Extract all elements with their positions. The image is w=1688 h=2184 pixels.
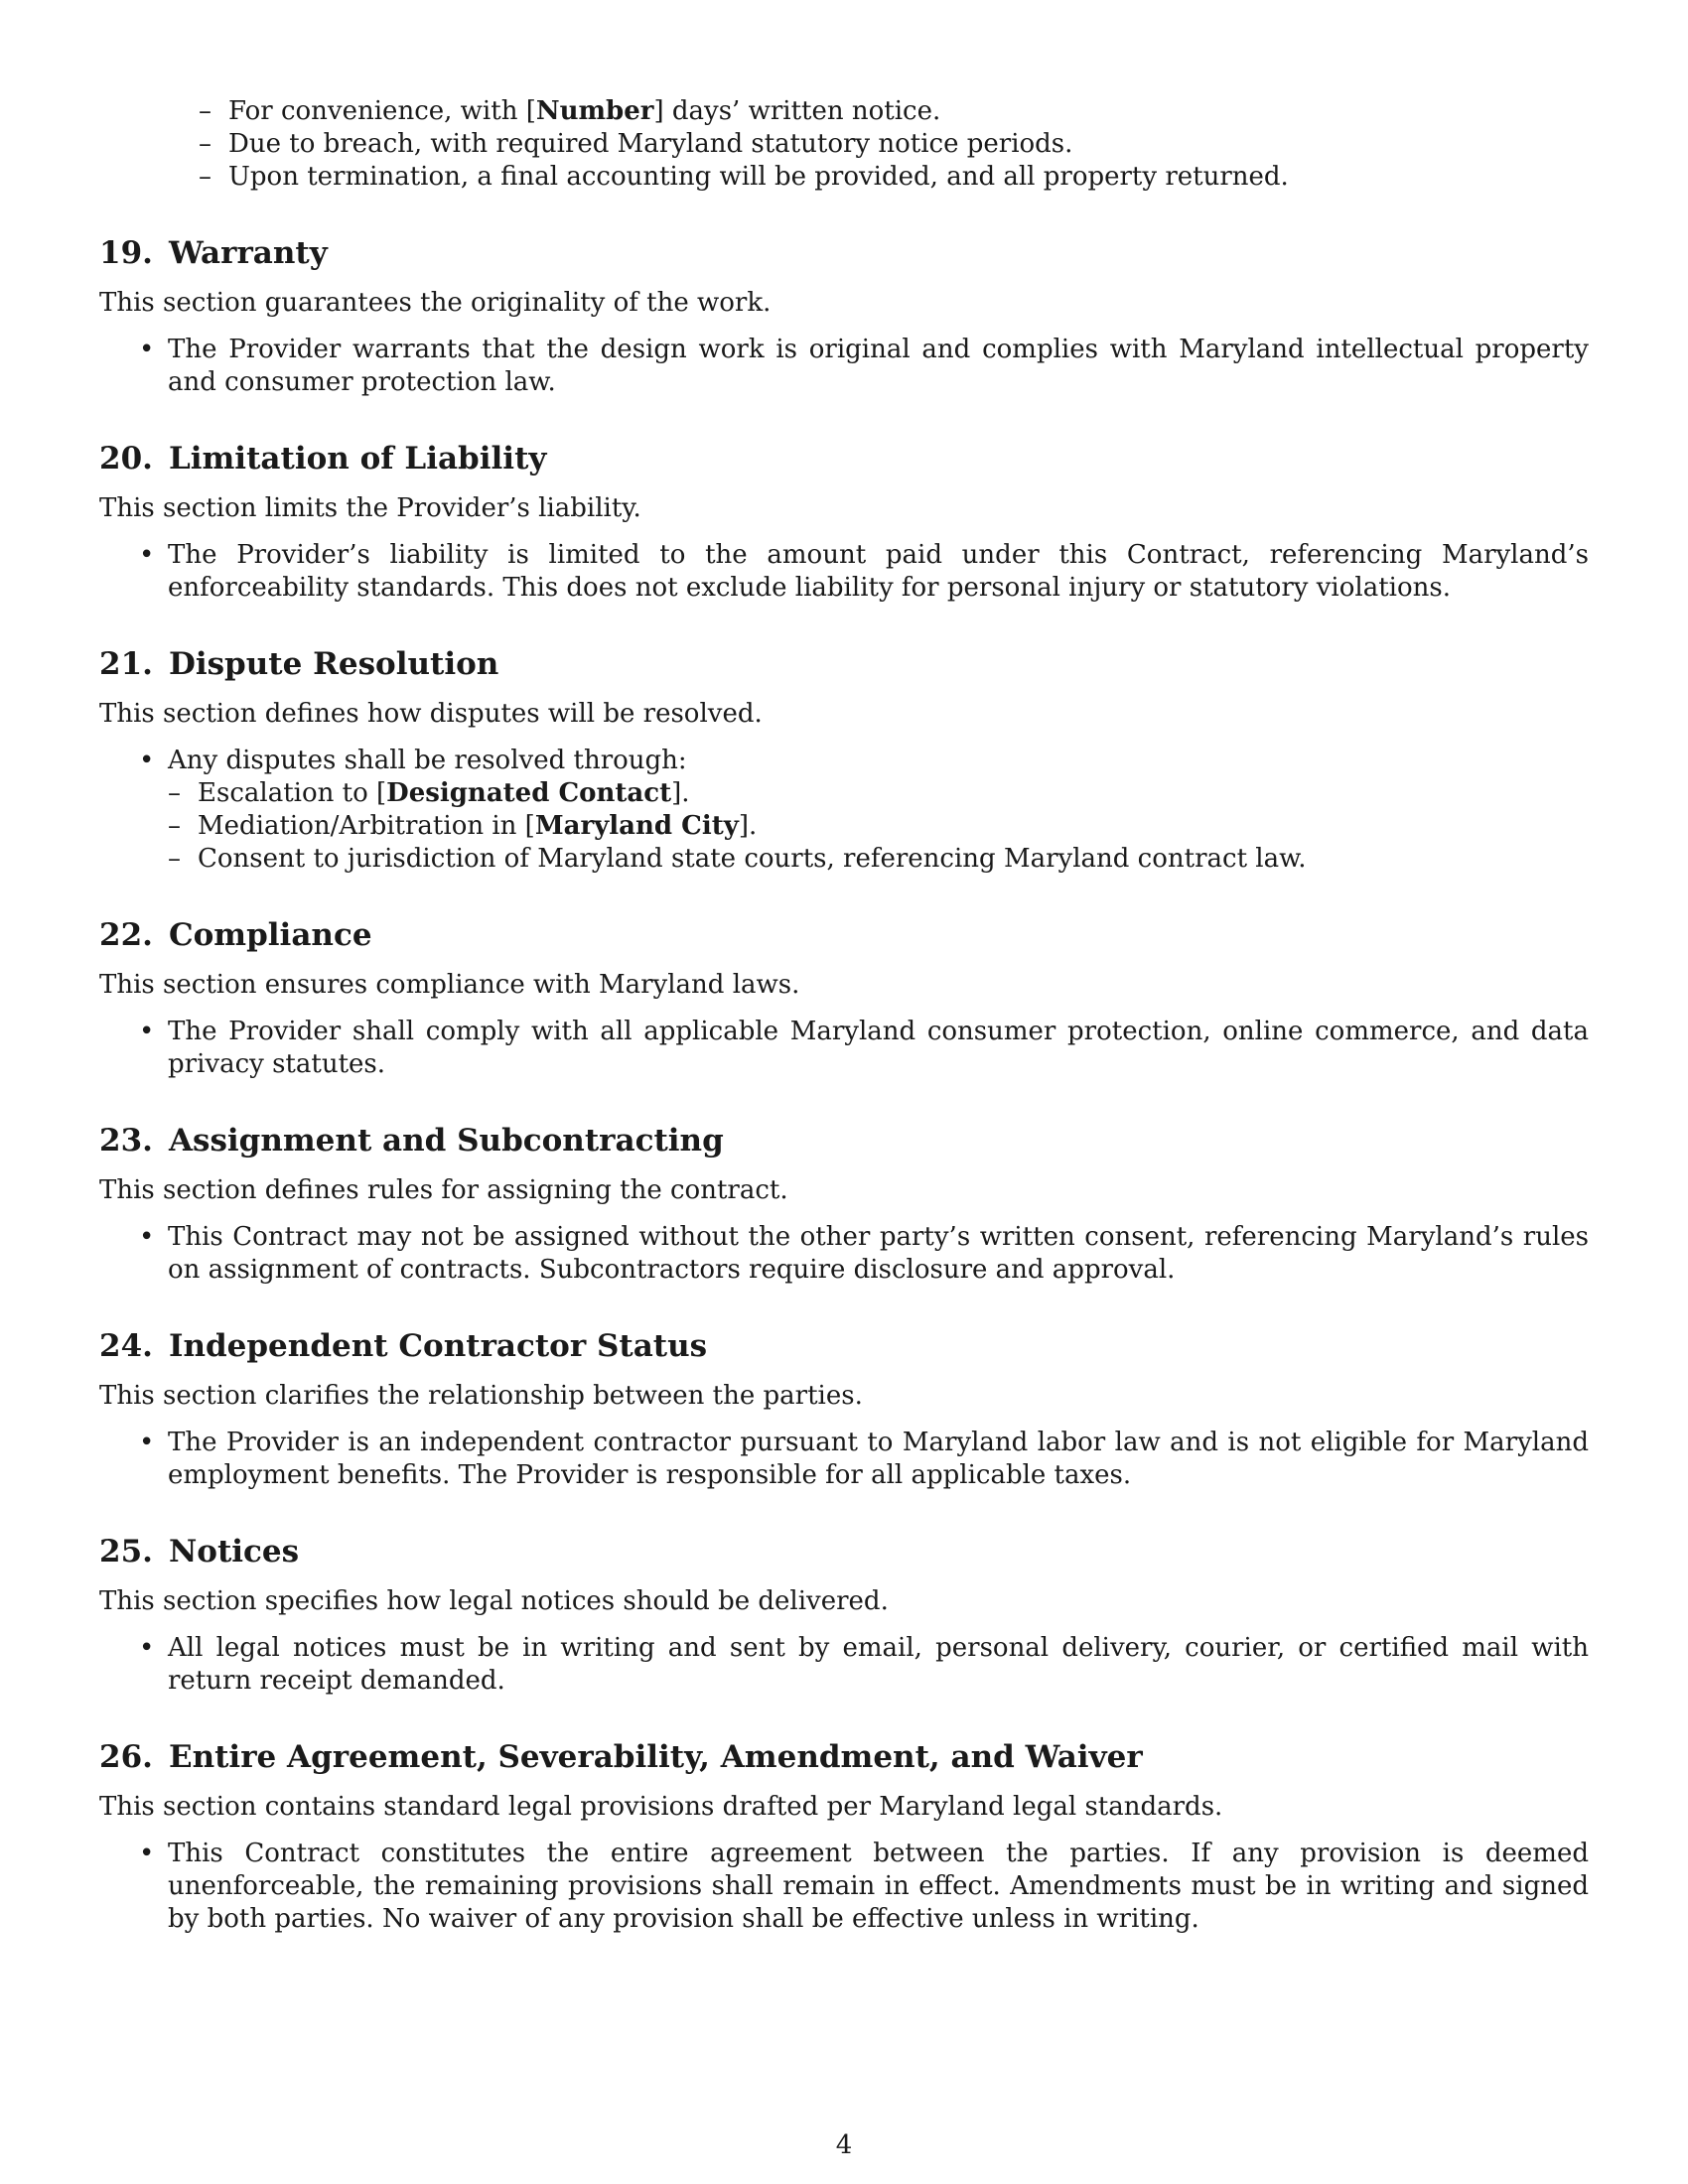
list-item: • The Provider’s liability is limited to the amount paid under this Contract, referencing Maryland’s enforceability standards. This does not exclude liability for personal injury or statutory violations. [139,540,1589,603]
section-intro: This section limits the Provider’s liability. [99,493,641,523]
list-item: – Due to breach, with required Maryland statutory notice periods. [199,128,1589,161]
section-heading: 24. Independent Contractor Status [99,1328,708,1364]
section-heading: 20. Limitation of Liability [99,441,547,477]
section-heading: 22. Compliance [99,917,372,953]
section-intro: This section guarantees the originality of the work. [99,288,772,318]
page-number: 4 [835,2130,853,2160]
section-intro: This section specifies how legal notices should be delivered. [99,1586,889,1616]
section-entire-agreement [99,1737,1589,1936]
list-item: • The Provider is an independent contractor pursuant to Maryland labor law and is not eligible for Maryland employment benefits. The Provider is responsible for all applicable taxes. [139,1428,1589,1490]
section-bullets [99,334,1589,399]
list-item: • Any disputes shall be resolved through: – Escalation to [Designated Contact]. – Mediation/Arbitration in [Maryland City]. – Consent to jurisdiction of Maryland state courts, referencing Maryland contract law. [99,745,1589,876]
list-item: • All legal notices must be in writing and sent by email, personal delivery, courier, or certified mail with return receipt demanded. [139,1633,1589,1696]
section-heading: 19. Warranty [99,235,328,271]
section-bullets [99,1221,1589,1287]
section-heading: 21. Dispute Resolution [99,646,499,682]
list-item: – For convenience, with [Number] days’ written notice. [199,95,1589,128]
section-limitation-of-liability [99,439,1589,605]
section-bullets [99,1427,1589,1492]
section-heading: 25. Notices [99,1534,300,1570]
section-intro: This section contains standard legal provisions drafted per Maryland legal standards. [99,1792,1223,1822]
list-item: • The Provider warrants that the design work is original and complies with Maryland intellectual property and consumer protection law. [139,335,1589,397]
section-assignment [99,1121,1589,1287]
list-item: – Consent to jurisdiction of Maryland state courts, referencing Maryland contract law. [168,843,1589,876]
section-bullets [99,745,1589,876]
list-item: • The Provider shall comply with all applicable Maryland consumer protection, online commerce, and data privacy statutes. [139,1017,1589,1079]
list-item: • This Contract may not be assigned without the other party’s written consent, referencing Maryland’s rules on assignment of contracts. Subcontractors require disclosure and approval. [139,1222,1589,1285]
list-item: – Upon termination, a final accounting will be provided, and all property returned. [199,161,1589,194]
dispute-sublist [168,777,1589,876]
section-notices [99,1532,1589,1698]
section-warranty [99,233,1589,399]
section-dispute-resolution [99,644,1589,876]
section-bullets [99,1016,1589,1081]
list-item: – Escalation to [Designated Contact]. [168,777,1589,810]
list-item: – Mediation/Arbitration in [Maryland City]. [168,810,1589,843]
section-heading: 26. Entire Agreement, Severability, Amendment, and Waiver [99,1739,1143,1775]
section-bullets [99,1632,1589,1698]
document-page [99,95,1589,1936]
section-compliance [99,915,1589,1081]
section-bullets [99,1838,1589,1936]
section-bullets [99,539,1589,605]
section-intro: This section defines how disputes will be resolved. [99,699,763,729]
section-intro: This section clarifies the relationship between the parties. [99,1381,863,1411]
section-heading: 23. Assignment and Subcontracting [99,1123,724,1159]
section-independent-contractor [99,1326,1589,1492]
section-intro: This section ensures compliance with Maryland laws. [99,970,800,1000]
section-intro: This section defines rules for assigning the contract. [99,1175,788,1205]
list-item: • This Contract constitutes the entire agreement between the parties. If any provision is deemed unenforceable, the remaining provisions shall remain in effect. Amendments must be in writing and signed by both parties. No waiver of any provision shall be effective unless in writing. [139,1839,1589,1934]
termination-continued-list [199,95,1589,194]
